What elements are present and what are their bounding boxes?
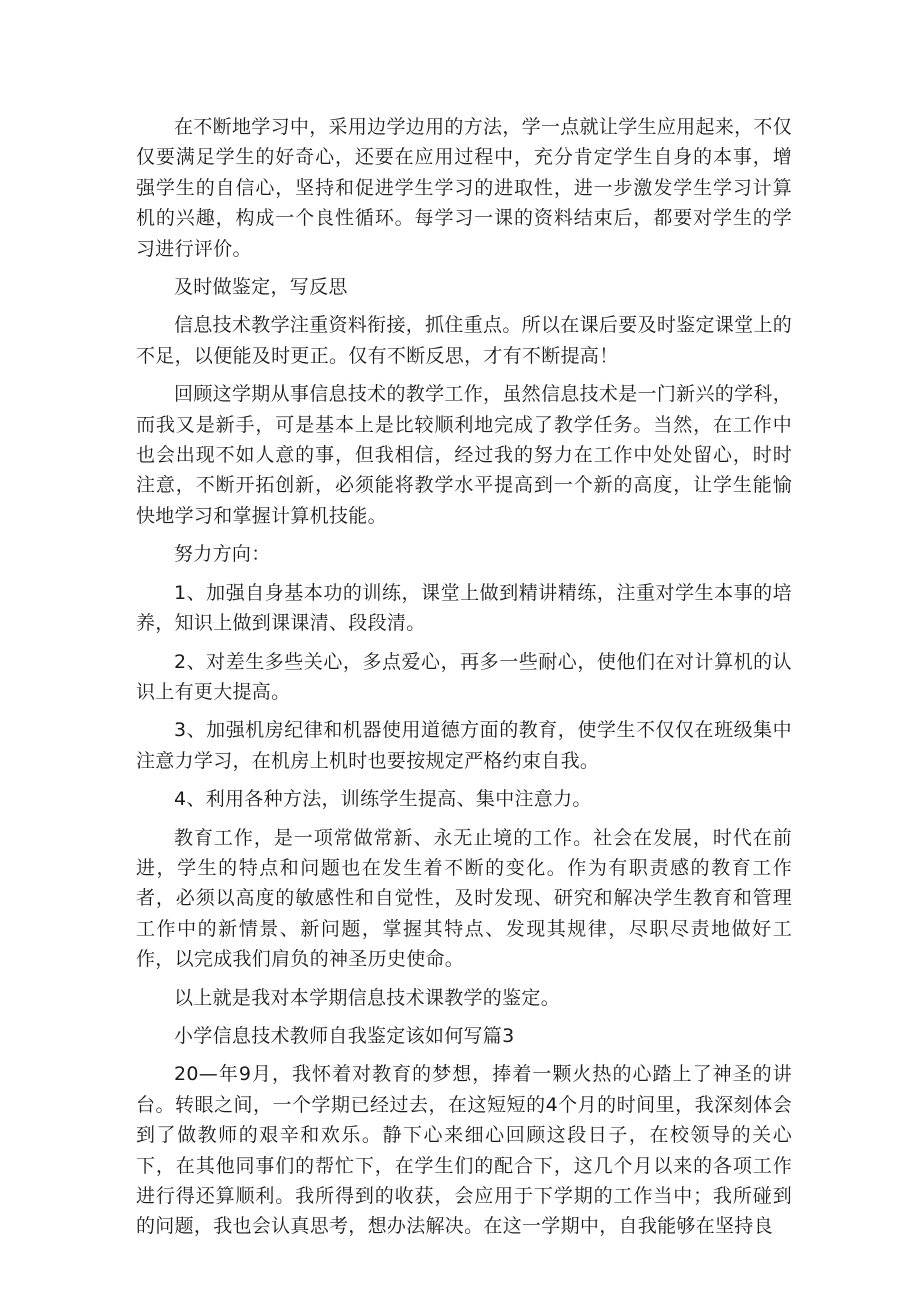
section-title-part-3: 小学信息技术教师自我鉴定该如何写篇3 — [174, 1024, 515, 1047]
paragraph-gap — [136, 815, 792, 823]
list-item-3: 3、加强机房纪律和机器使用道德方面的教育，使学生不仅仅在班级集中注意力学习，在机房上机时也要按规定严格约束自我。 — [136, 719, 792, 772]
paragraph-gap — [136, 264, 792, 272]
paragraph-semester-start: 20—年9月，我怀着对教育的梦想，捧着一颗火热的心踏上了神圣的讲台。转眼之间，一个学期已经过去，在这短短的4个月的时间里，我深刻体会到了做教师的艰辛和欢乐。静下心来细心回顾这段日子，在校领导的关心下，在其他同事们的帮忙下，在学生们的配合下，这几个月以来的各项工作进行得还算顺利。我所得到的收获，会应用于下学期的工作当中；我所碰到的问题，我也会认真思考，想办法解决。在这一学期中，自我能够在坚持良 — [136, 1063, 792, 1238]
paragraph-conclusion: 以上就是我对本学期信息技术课教学的鉴定。 — [174, 986, 561, 1009]
paragraph-gap — [136, 975, 792, 983]
paragraph-gap — [136, 639, 792, 647]
paragraph-review: 回顾这学期从事信息技术的教学工作，虽然信息技术是一门新兴的学科，而我又是新手，可是基本上是比较顺利地完成了教学任务。当然，在工作中也会出现不如人意的事，但我相信，经过我的努力在工作中处处留心，时时注意，不断开拓创新，必须能将教学水平提高到一个新的高度，让学生能愉快地学习和掌握计算机技能。 — [136, 383, 792, 527]
paragraph-gap — [136, 371, 792, 379]
section-heading-direction: 努力方向： — [174, 543, 271, 566]
paragraph-gap — [136, 1051, 792, 1059]
list-item-2: 2、对差生多些关心，多点爱心，再多一些耐心，使他们在对计算机的认识上有更大提高。 — [136, 650, 792, 703]
paragraph-gap — [136, 531, 792, 539]
list-item-1: 1、加强自身基本功的训练，课堂上做到精讲精练，注重对学生本事的培养，知识上做到课课清、段段清。 — [136, 581, 792, 635]
section-heading-reflection: 及时做鉴定，写反思 — [174, 276, 348, 299]
paragraph-gap — [136, 302, 792, 310]
paragraph-gap — [136, 570, 792, 578]
paragraph-learning-method: 在不断地学习中，采用边学边用的方法，学一点就让学生应用起来，不仅仅要满足学生的好奇心，还要在应用过程中，充分肯定学生自身的本事，增强学生的自信心，坚持和促进学生学习的进取性，进一步激发学生学习计算机的兴趣，构成一个良性循环。每学习一课的资料结束后，都要对学生的学习进行评价。 — [136, 116, 792, 260]
paragraph-gap — [136, 776, 792, 784]
paragraph-education-work: 教育工作，是一项常做常新、永无止境的工作。社会在发展，时代在前进，学生的特点和问题也在发生着不断的变化。作为有职责感的教育工作者，必须以高度的敏感性和自觉性，及时发现、研究和解决学生教育和管理工作中的新情景、新问题，掌握其特点、发现其规律，尽职尽责地做好工作，以完成我们肩负的神圣历史使命。 — [136, 826, 792, 971]
paragraph-gap — [136, 707, 792, 715]
list-item-4: 4、利用各种方法，训练学生提高、集中注意力。 — [174, 788, 592, 811]
paragraph-reflection: 信息技术教学注重资料衔接，抓住重点。所以在课后要及时鉴定课堂上的不足，以便能及时更正。仅有不断反思，才有不断提高！ — [136, 314, 792, 367]
paragraph-gap — [136, 1013, 792, 1021]
